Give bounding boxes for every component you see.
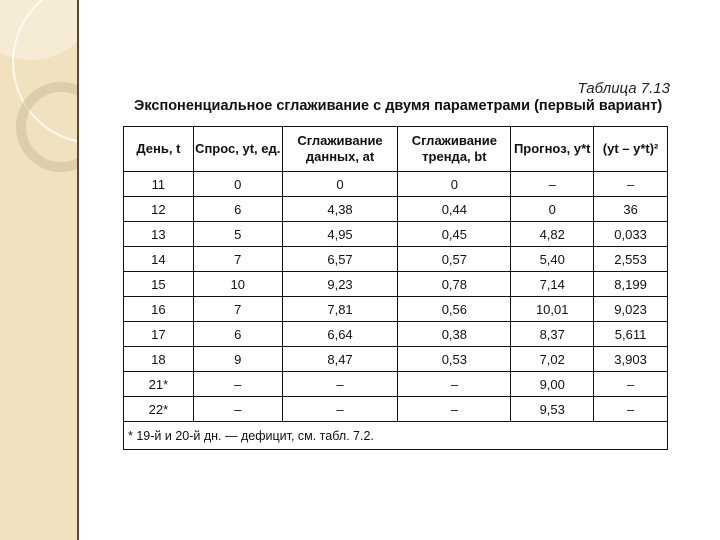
table-row	[124, 172, 668, 197]
column-header: (yt – y*t)²	[594, 127, 668, 172]
table-cell: 5,611	[594, 322, 668, 347]
table-row	[124, 372, 668, 397]
table-cell: 21*	[124, 372, 194, 397]
table-cell: –	[594, 172, 668, 197]
table-cell: 0,78	[398, 272, 511, 297]
table-cell: 9,53	[511, 397, 594, 422]
table-cell: 17	[124, 322, 194, 347]
table-cell: 9,00	[511, 372, 594, 397]
table-cell: 6	[193, 322, 282, 347]
table-cell: –	[193, 397, 282, 422]
table-cell: 11	[124, 172, 194, 197]
table-cell: –	[398, 397, 511, 422]
table-cell: 8,37	[511, 322, 594, 347]
table-cell: 7,14	[511, 272, 594, 297]
table-cell: 0,44	[398, 197, 511, 222]
table-row	[124, 347, 668, 372]
table-cell: 9,23	[282, 272, 398, 297]
table-cell: 8,199	[594, 272, 668, 297]
table-cell: 10,01	[511, 297, 594, 322]
table-caption: Таблица 7.13	[577, 80, 670, 97]
table-cell: 0,45	[398, 222, 511, 247]
table-cell: 0,38	[398, 322, 511, 347]
table-cell: 10	[193, 272, 282, 297]
table-cell: 0	[511, 197, 594, 222]
table-cell: –	[398, 372, 511, 397]
table-title: Экспоненциальное сглаживание с двумя параметрами (первый вариант)	[134, 98, 663, 114]
table-cell: 0	[398, 172, 511, 197]
table-cell: 7	[193, 247, 282, 272]
table-cell: 0,57	[398, 247, 511, 272]
column-header: Прогноз, y*t	[511, 127, 594, 172]
table-cell: 7	[193, 297, 282, 322]
table-cell: 18	[124, 347, 194, 372]
table-cell: 4,38	[282, 197, 398, 222]
table-cell: 0	[193, 172, 282, 197]
table-cell: 4,95	[282, 222, 398, 247]
table-cell: 36	[594, 197, 668, 222]
column-header: Спрос, yt, ед.	[193, 127, 282, 172]
table-cell: 0,53	[398, 347, 511, 372]
table-cell: 9	[193, 347, 282, 372]
table-cell: 7,02	[511, 347, 594, 372]
table-cell: 12	[124, 197, 194, 222]
table-cell: –	[282, 372, 398, 397]
table-cell: –	[594, 397, 668, 422]
table-cell: 3,903	[594, 347, 668, 372]
table-cell: 4,82	[511, 222, 594, 247]
table-row	[124, 322, 668, 347]
table-cell: 9,023	[594, 297, 668, 322]
table-cell: –	[511, 172, 594, 197]
column-header: Сглаживание тренда, bt	[398, 127, 511, 172]
table-cell: 6	[193, 197, 282, 222]
footnote: * 19-й и 20-й дн. — дефицит, см. табл. 7.2.	[124, 422, 668, 450]
header-row	[124, 127, 668, 172]
table-cell: 0,033	[594, 222, 668, 247]
smoothing-table	[123, 126, 668, 450]
column-header: Сглаживание данных, at	[282, 127, 398, 172]
table-row	[124, 222, 668, 247]
table-cell: 22*	[124, 397, 194, 422]
table-cell: 7,81	[282, 297, 398, 322]
table-row	[124, 397, 668, 422]
table-row	[124, 197, 668, 222]
table-cell: –	[594, 372, 668, 397]
table-row	[124, 272, 668, 297]
table-cell: 13	[124, 222, 194, 247]
table-row	[124, 247, 668, 272]
decorative-sidebar	[0, 0, 79, 540]
table-cell: 5	[193, 222, 282, 247]
table-cell: –	[282, 397, 398, 422]
table-cell: 0	[282, 172, 398, 197]
table-cell: 8,47	[282, 347, 398, 372]
column-header: День, t	[124, 127, 194, 172]
table-cell: 6,64	[282, 322, 398, 347]
table-cell: 6,57	[282, 247, 398, 272]
table-cell: 0,56	[398, 297, 511, 322]
table-cell: 16	[124, 297, 194, 322]
table-cell: 14	[124, 247, 194, 272]
table-row	[124, 297, 668, 322]
table-cell: 15	[124, 272, 194, 297]
table-cell: 5,40	[511, 247, 594, 272]
table-cell: –	[193, 372, 282, 397]
table-cell: 2,553	[594, 247, 668, 272]
